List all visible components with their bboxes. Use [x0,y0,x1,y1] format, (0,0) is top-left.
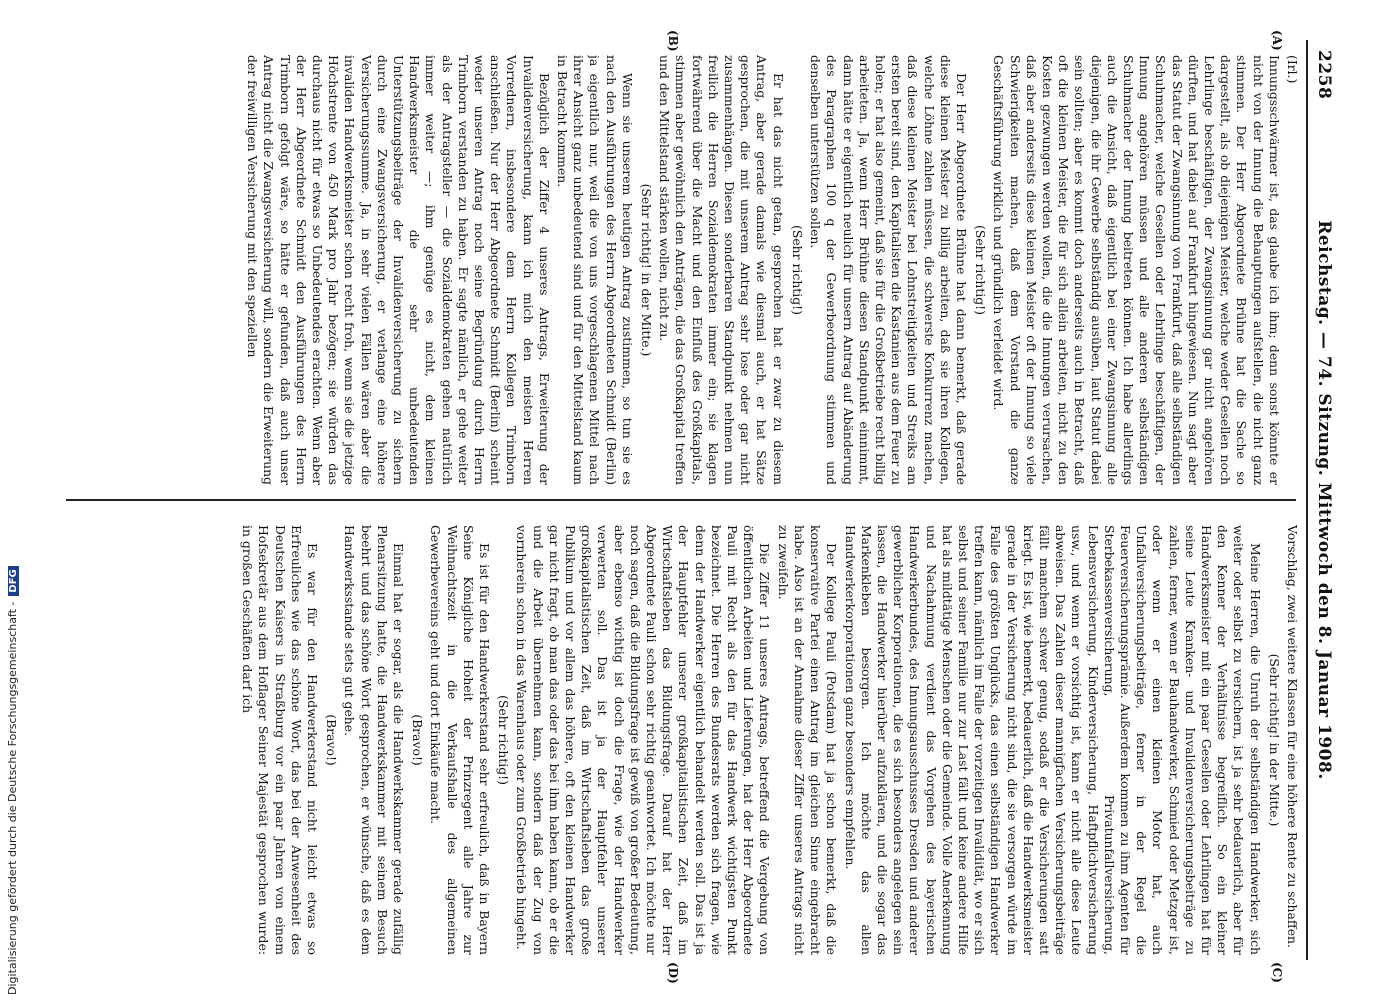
paragraph: Es ist für den Handwerkerstand sehr erfreulich, daß in Bayern Seine Königliche Hoheit der Prinzregent alle Jahre zur Weihnachtszeit in die Verkaufshalle des allgemeinen Gewerbevereins geht und dort Einkäufe macht. [428,525,493,955]
paragraph: Meine Herren, die Unruh der selbständigen Handwerker, sich weiter oder selbst zu versichern, ist ja sehr bedauerlich, aber für den Kenner der Verhältnisse begreiflich. So ein kleiner Handwerksmeister mit ein paar Gesellen oder Lehrlingen hat für seine Leute Kranken- und Invalidenversicherungsbeiträge zu zahlen, ferner, wenn er Bauhandwerker, Schmied oder Metzger ist, oder wenn er einen kleinen Motor hat, auch Unfallversicherungsbeiträge, ferner in der Regel die Feuerversicherungsprämie. Außerdem kommen zu ihm Agenten für Sterbekassenversicherung, Privatunfallversicherung, Lebensversicherung, Kinderversicherung, Haftpflichtversicherung usw., und wenn er vorsichtig ist, kann er nicht alle diese Leute abweisen. Das Zahlen dieser mannigfachen Versicherungsbeiträge fällt manchem schwer genug, sodaß er die Versicherungen satt kriegt. Es ist, wie bemerkt, bedauerlich, daß die Handwerksmeister gerade in der Versicherung nicht sind, die sie versorgen würde im Falle des größten Unglücks, das einen selbständigen Handwerker treffen kann, nämlich im Falle der vorzeitigen Invalidität, wo er sich selbst und seiner Familie nur zur Last fällt und keine andere Hilfe hat als mildtätige Menschen oder die Gemeinde. Volle Anerkennung und Nachahmung verdient das Vorgehen des bayerischen Handwerkerbundes, des Innungsausschusses Dresden und anderer gewerblicher Korporationen, die es sich besonders angelegen sein lassen, die Handwerker hierüber aufzuklären, und die sogar das Markenkleben besorgen. Ich möchte das allen Handwerkerkorporationen ganz besonders empfehlen. [842,525,1263,955]
interjection: (Sehr richtig!) [496,695,512,785]
funding-strip [4,0,26,1000]
interjection: (Sehr richtig! in der Mitte.) [1266,653,1282,827]
paragraph: Wenn sie unserem heutigen Antrag zustimmen, so tun sie es nach den Ausführungen des Herrn Abgeordneten Schmidt (Berlin) ja eigentlich nur, weil die von uns vorgeschlagenen Mittel nach ihrer Ansicht ganz unbedeutend sind und für den Mittelstand kaum in Betracht kommen. [555,55,635,485]
page-number: 2258 [1314,50,1334,100]
paragraph: Einmal hat er sogar, als die Handwerkskammer gerade zufällig Plenarsitzung hatte, die Handwerkskammer mit seinem Besuch beehrt und das schöne Wort gesprochen, er wünsche, daß es dem Handwerksstande stets gut gehe. [342,525,407,955]
paragraph: Der Herr Abgeordnete Brühne hat dann bemerkt, daß gerade diese kleinen Meister zu billig arbeiten, daß sie ihren Kollegen, welche Löhne zahlen müssen, die schwerste Konkurrenz machen, daß diese kleinen Meister bei Lohnstreitigkeiten und Streiks am ersten bereit sind, den Kapitalisten die Kastanien aus dem Feuer zu holen; er hat also gemeint, daß sie für die Großbetriebe recht billig arbeiteten. Ja, wenn Herr Brühne diesen Standpunkt einnimmt, dann hätte er eigentlich neulich für unsern Antrag auf Abänderung des Paragraphen 100 q der Gewerbeordnung stimmen und denselben unterstützen sollen. [808,55,969,485]
paragraph: Der Kollege Pauli (Potsdam) hat ja schon bemerkt, daß die konservative Partei einen Antrag im gleichen Sinne eingebracht habe. Also ist an der Annahme dieser Ziffer unseres Antrags nicht zu zweifeln. [775,525,840,955]
margin-marker-a: (A) [1270,30,1284,51]
speaker-tag: (Irl.) [1285,55,1300,84]
dfg-logo-icon: DFG [8,566,19,595]
interjection: (Bravo!) [324,714,340,766]
paragraph: Er hat das nicht getan, gesprochen hat er zwar zu diesem Antrag, aber gerade damals wie diesmal auch, er hat Sätze gesprochen, die mit unserem Antrag sehr lose oder gar nicht zusammenhängen. Diesen sonderbaren Standpunkt nehmen nun freilich die Herren Sozialdemokraten immer ein; sie klagen fortwährend über die Macht und den Einfluß des Großkapitals, stimmen aber gewöhnlich den Anträgen, die das Großkapital treffen und den Mittelstand stärken wollen, nicht zu. [657,55,786,485]
interjection: (Sehr richtig!) [973,225,989,315]
paragraph: Innungsschwärmer ist, das glaube ich ihm; denn sonst könnte er nicht von der Innung die Behauptungen aufstellen, die nicht ganz stimmen. Der Herr Abgeordnete Brühne hat die Sache so dargestellt, als ob diejenigen Meister, welche weder Gesellen noch Lehrlinge beschäftigen, der Zwangsinnung gar nicht angehören dürften, und hat dabei auf Frankfurt hingewiesen. Nun sagt aber das Statut der Zwangsinnung von Frankfurt, daß alle selbständigen Schuhmacher, welche Gesellen oder Lehrlinge beschäftigen, der Innung angehören müssen und alle anderen selbständigen Schuhmacher der Innung beitreten können. Ich habe allerdings auch die Ansicht, daß eigentlich bei einer Zwangsinnung alle diejenigen, die ihr Gewerbe selbständig ausüben, laut Statut dabei sein sollten; aber es kommt doch anderseits auch in Betracht, daß oft die kleinen Meister, die für sich allein arbeiten, nicht zu den Kosten gezwungen werden wollen, die die Innungen verursachen, daß aber anderseits diese kleinen Meister oft der Innung so viele Schwierigkeiten machen, daß dem Vorstand die ganze Geschäftsführung wirklich und gründlich verleidet wird. [991,55,1282,485]
interjection: (Sehr richtig!) [789,225,805,315]
paragraph: Bezüglich der Ziffer 4 unseres Antrags, Erweiterung der Invalidenversicherung, kann ich mich den meisten Herren Vorrednern, insbesondere dem Herrn Kollegen Trimborn anschließen. Nur der Herr Abgeordnete Schmidt (Berlin) scheint weder unseren Antrag noch seine Begründung durch Herrn Trimborn verstanden zu haben. Er sagte nämlich, er gehe weiter als der Antragsteller — die Sozialdemokraten gehen natürlich immer weiter —; ihm genüge es nicht, dem kleinen Handwerksmeister die sehr unbedeutenden Unterstützungsbeiträge der Invalidenversicherung zu sichern durch eine Zwangsversicherung, er verlange eine höhere Versicherungssumme. Ja, in sehr vielen Fällen wären aber die invaliden Handwerksmeister schon recht froh, wenn sie die jetzige Höchstrente von 450 Mark pro Jahr bezögen; sie würden das durchaus nicht für etwas so Unbedeutendes erachten. Wenn aber der Herr Abgeordnete Schmidt den Ausführungen des Herrn Trimborn gefolgt wäre, so hätte er gefunden, daß auch unser Antrag nicht die Zwangsversicherung will, sondern die Erweiterung der freiwilligen Versicherung mit den speziellen [245,55,552,485]
interjection: (Bravo!) [410,714,426,766]
margin-marker-d: (D) [666,962,680,984]
funding-text: Digitalisierung gefördert durch die Deutsche Forschungsgemeinschaft - [6,601,19,995]
margin-marker-b: (B) [666,30,680,52]
right-column [60,525,1300,955]
header-rule [1306,40,1308,960]
newspaper-sheet [40,0,1340,1000]
margin-marker-c: (C) [1270,962,1284,983]
interjection: (Sehr richtig! in der Mitte.) [639,183,655,357]
paragraph: Die Ziffer 11 unseres Antrags, betreffend die Vergebung von öffentlichen Arbeiten und Lieferungen, hat der Herr Abgeordnete Pauli mit Recht als den für das Handwerk wichtigsten Punkt bezeichnet. Die Herren des Bundesrats werden sich fragen, wie denn der Handwerker eigentlich behandelt werden soll. Das ist ja der Hauptfehler unserer großkapitalistischen Zeit, daß im Wirtschaftsleben das Bildungsfrage. Darauf hat der Herr Abgeordnete Pauli schon sehr richtig geantwortet. Ich möchte nur noch sagen, daß die Bildungsfrage ist gewiß von großer Bedeutung, aber ebenso wichtig ist doch die Frage, wie der Handwerker verwerten soll. Das ist ja der Hauptfehler unserer großkapitalistischen Zeit, daß im Wirtschaftsleben das große Publikum und vor allem das höhere, oft den kleinen Handwerker gar nicht fragt, ob man das oder das bei ihm haben kann, ob er die und die Arbeit übernehmen kann, sondern daß der Zug von vornherein schon in das Warenhaus oder zum Großbetrieb hingeht. [514,525,773,955]
left-column [60,55,1300,485]
running-header [1306,50,1334,950]
funding-note [6,5,19,995]
paragraph: Es war für den Handwerkerstand nicht leicht etwas so Erfreuliches wie das schöne Wort, das bei der Anwesenheit des Deutschen Kaisers in Straßburg vor ein paar Jahren von einem Hofsekretär aus dem Hoflager Seiner Majestät gesprochen wurde: in großen Geschäften darf ich [240,525,321,955]
paragraph: Vorschlag, zwei weitere Klassen für eine höhere Rente zu schaffen. [1285,525,1300,948]
running-title: Reichstag. — 74. Sitzung. Mittwoch den 8. Januar 1908. [1314,220,1334,780]
column-divider [66,499,1296,501]
